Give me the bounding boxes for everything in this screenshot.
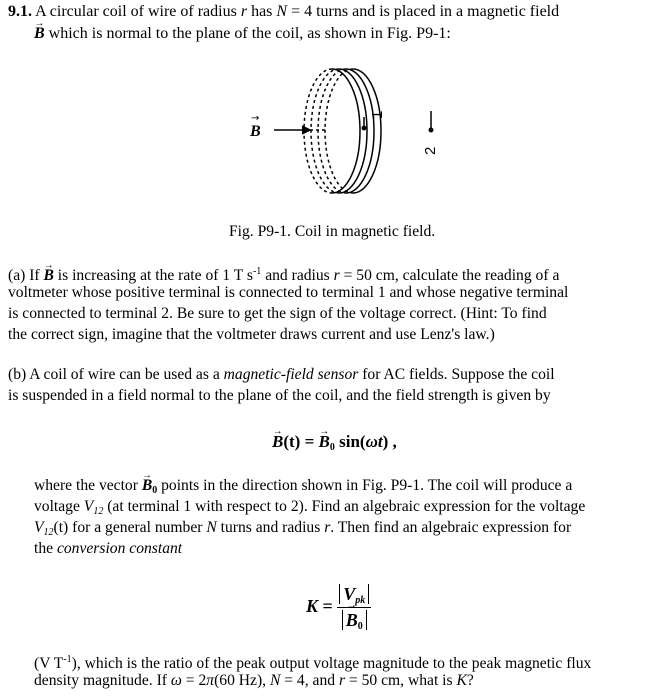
coil-turn-back-3 bbox=[318, 69, 346, 193]
figure-B-label: B bbox=[250, 123, 261, 140]
coil-turn-front-1 bbox=[332, 69, 360, 193]
conversion-constant-equation: K = $V_{pk}$ → $B_0$ bbox=[306, 584, 371, 632]
part-b-where-line-1: where the vector → $B_0$ points in the direction shown in Fig. P9-1. The coil will produce a bbox=[34, 476, 572, 501]
part-a-line-2: voltmeter whose positive terminal is connected to terminal 1 and whose negative terminal bbox=[8, 284, 569, 301]
coil-figure bbox=[232, 55, 452, 205]
part-b-line-1: (b) A coil of wire can be used as a magnetic-field sensor for AC fields. Suppose the coil bbox=[8, 366, 555, 383]
part-a-vector-B: → B bbox=[44, 266, 54, 286]
field-arrow-head bbox=[302, 126, 310, 134]
coil-turn-front-2 bbox=[339, 69, 367, 193]
figure-B-arrow-icon: → bbox=[251, 113, 260, 124]
part-a-line-3: is connected to terminal 2. Be sure to get the sign of the voltage correct. (Hint: To find bbox=[8, 305, 547, 322]
terminal-2-label: 2 bbox=[422, 146, 439, 155]
part-b-where-line-3: $V_{12}(t)$ for a general number N turns and radius r. Then find an algebraic expression for bbox=[34, 519, 572, 538]
part-a-line-1: (a) If → B is increasing at the rate of 1 T $s^{-1}$ and radius r = 50 cm, calculate the reading of a bbox=[8, 262, 559, 286]
part-b-final-line-2: density magnitude. If ω = 2π(60 Hz), N = 4, and r = 50 cm, what is K? bbox=[34, 672, 474, 689]
part-b-final-line-1: (V $T^{-1}$), which is the ratio of the peak output voltage magnitude to the peak magnetic flux bbox=[34, 654, 592, 672]
figure-caption: Fig. P9-1. Coil in magnetic field. bbox=[229, 223, 436, 240]
field-vector-B: → B bbox=[34, 24, 45, 44]
problem-line-2: → B which is normal to the plane of the coil, as shown in Fig. P9-1: bbox=[34, 24, 451, 44]
part-b-line-2: is suspended in a field normal to the plane of the coil, and the field strength is given by bbox=[8, 387, 551, 404]
conversion-fraction: $V_{pk}$ → $B_0$ bbox=[337, 584, 371, 632]
terminal-1-dot bbox=[362, 126, 367, 131]
problem-line-1: 9.1. A circular coil of wire of radius r has N = 4 turns and is placed in a magnetic field bbox=[8, 3, 560, 20]
terminal-2-dot bbox=[429, 128, 434, 133]
part-b-where-line-2: voltage $V_{12}$ (at terminal 1 with respect to 2). Find an algebraic expression for the voltage bbox=[34, 498, 586, 517]
coil-turn-back-4 bbox=[325, 69, 353, 193]
part-a-line-4: the correct sign, imagine that the voltmeter draws current and use Lenz's law.) bbox=[8, 326, 495, 343]
field-equation: → B(t) = → $B_0$ sin(ωt) , bbox=[272, 432, 397, 458]
terminal-1-label: 1 bbox=[369, 110, 386, 119]
problem-number: 9.1. bbox=[8, 3, 32, 20]
part-b-where-line-4: the conversion constant bbox=[34, 540, 183, 557]
